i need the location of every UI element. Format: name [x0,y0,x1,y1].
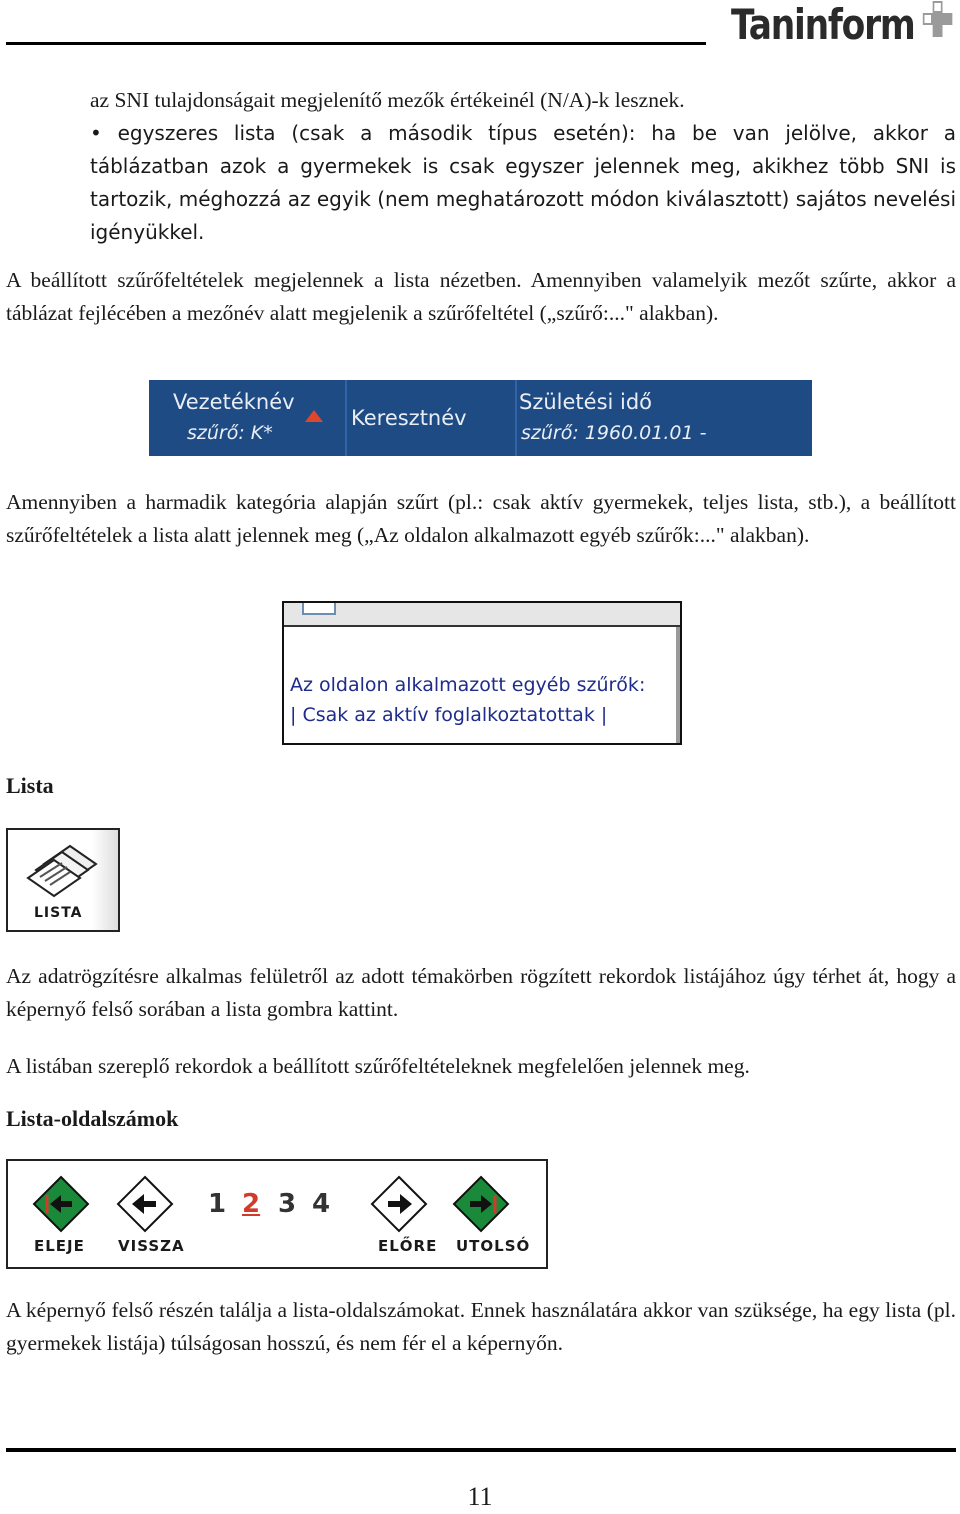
previous-page-label: VISSZA [118,1237,185,1255]
paragraph-szurofeltetelek: A beállított szűrőfeltételek megjelennek a lista nézetben. Amennyiben valamelyik mezőt szűrte, akkor a táblázat fejlécében a mezőnév alatt megjelenik a szűrőfeltétel („szűrő:..." alakban). [6,268,956,325]
scroll-tab [302,603,336,615]
paragraph-adatrogzites: Az adatrögzítésre alkalmas felületről az adott témakörben rögzített rekordok listájához úgy térhet át, hogy a képernyő felső sorában a lista gombra kattint. [6,964,956,1021]
page-number: 11 [467,1482,493,1511]
heading-lista-oldalszamok: Lista-oldalszámok [6,1106,179,1131]
pager-screenshot [6,1159,548,1269]
column-header-keresztnev[interactable]: Keresztnév [351,406,467,430]
column-separator [515,380,517,456]
first-page-label: ELEJE [34,1237,85,1255]
next-page-label: ELŐRE [378,1237,438,1255]
active-filter-link[interactable]: | Csak az aktív foglalkoztatottak | [290,704,608,726]
column-separator [345,380,347,456]
brand-cross-icon [921,0,954,49]
paragraph-oldalszamok: A képernyő felső részén találja a lista-oldalszámokat. Ennek használatára akkor van szüksége, ha egy lista (pl. gyermekek listája) túlságosan hosszú, és nem fér el a képernyőn. [6,1298,956,1355]
last-page-label: UTOLSÓ [456,1237,531,1255]
table-header-screenshot [149,380,812,456]
column-filter-vezeteknev: szűrő: K* [187,422,273,444]
first-page-icon[interactable] [32,1175,90,1233]
page-link-3[interactable]: 3 [278,1189,297,1219]
header-rule [6,42,706,45]
previous-page-icon[interactable] [116,1175,174,1233]
page-link-current[interactable]: 2 [242,1189,261,1219]
other-filters-label: Az oldalon alkalmazott egyéb szűrők: [290,674,646,696]
page-link-4[interactable]: 4 [312,1189,331,1219]
scrollbar[interactable] [676,627,680,743]
sort-ascending-icon [305,410,323,422]
page-link-1[interactable]: 1 [208,1189,227,1219]
column-filter-szuletesi-ido: szűrő: 1960.01.01 - [521,422,707,444]
last-page-icon[interactable] [452,1175,510,1233]
paragraph-sni-na: az SNI tulajdonságait megjelenítő mezők értékeinél (N/A)-k lesznek. [90,88,685,112]
lista-button-label: LISTA [34,905,83,921]
column-header-vezeteknev[interactable]: Vezetéknév [173,390,295,414]
heading-lista: Lista [6,773,54,798]
footer-rule [6,1448,956,1452]
next-page-icon[interactable] [370,1175,428,1233]
paragraph-egyszeres-lista: • egyszeres lista (csak a második típus esetén): ha be van jelölve, akkor a táblázatban azok a gyermekek is csak egyszer jelennek meg, akikhez több SNI is tartozik, méghozzá az egyik (nem meghatározott módon kiválasztott) sajátos nevelési igényükkel. [90,121,956,244]
paragraph-rekordok: A listában szereplő rekordok a beállított szűrőfeltételeknek megfelelően jelennek meg. [6,1054,750,1078]
pages-icon [24,836,100,902]
brand-logo [731,0,954,48]
other-filters-screenshot [282,601,682,745]
column-header-szuletesi-ido[interactable]: Születési idő [519,390,653,414]
window-frame [284,603,680,627]
paragraph-harmadik-kategoria: Amennyiben a harmadik kategória alapján szűrt (pl.: csak aktív gyermekek, teljes lista, stb.), a beállított szűrőfeltételek a lista alatt jelennek meg („Az oldalon alkalmazott egyéb szűrők:..." alakban). [6,490,956,547]
lista-button[interactable] [6,828,120,932]
brand-name: Taninform [731,0,915,49]
